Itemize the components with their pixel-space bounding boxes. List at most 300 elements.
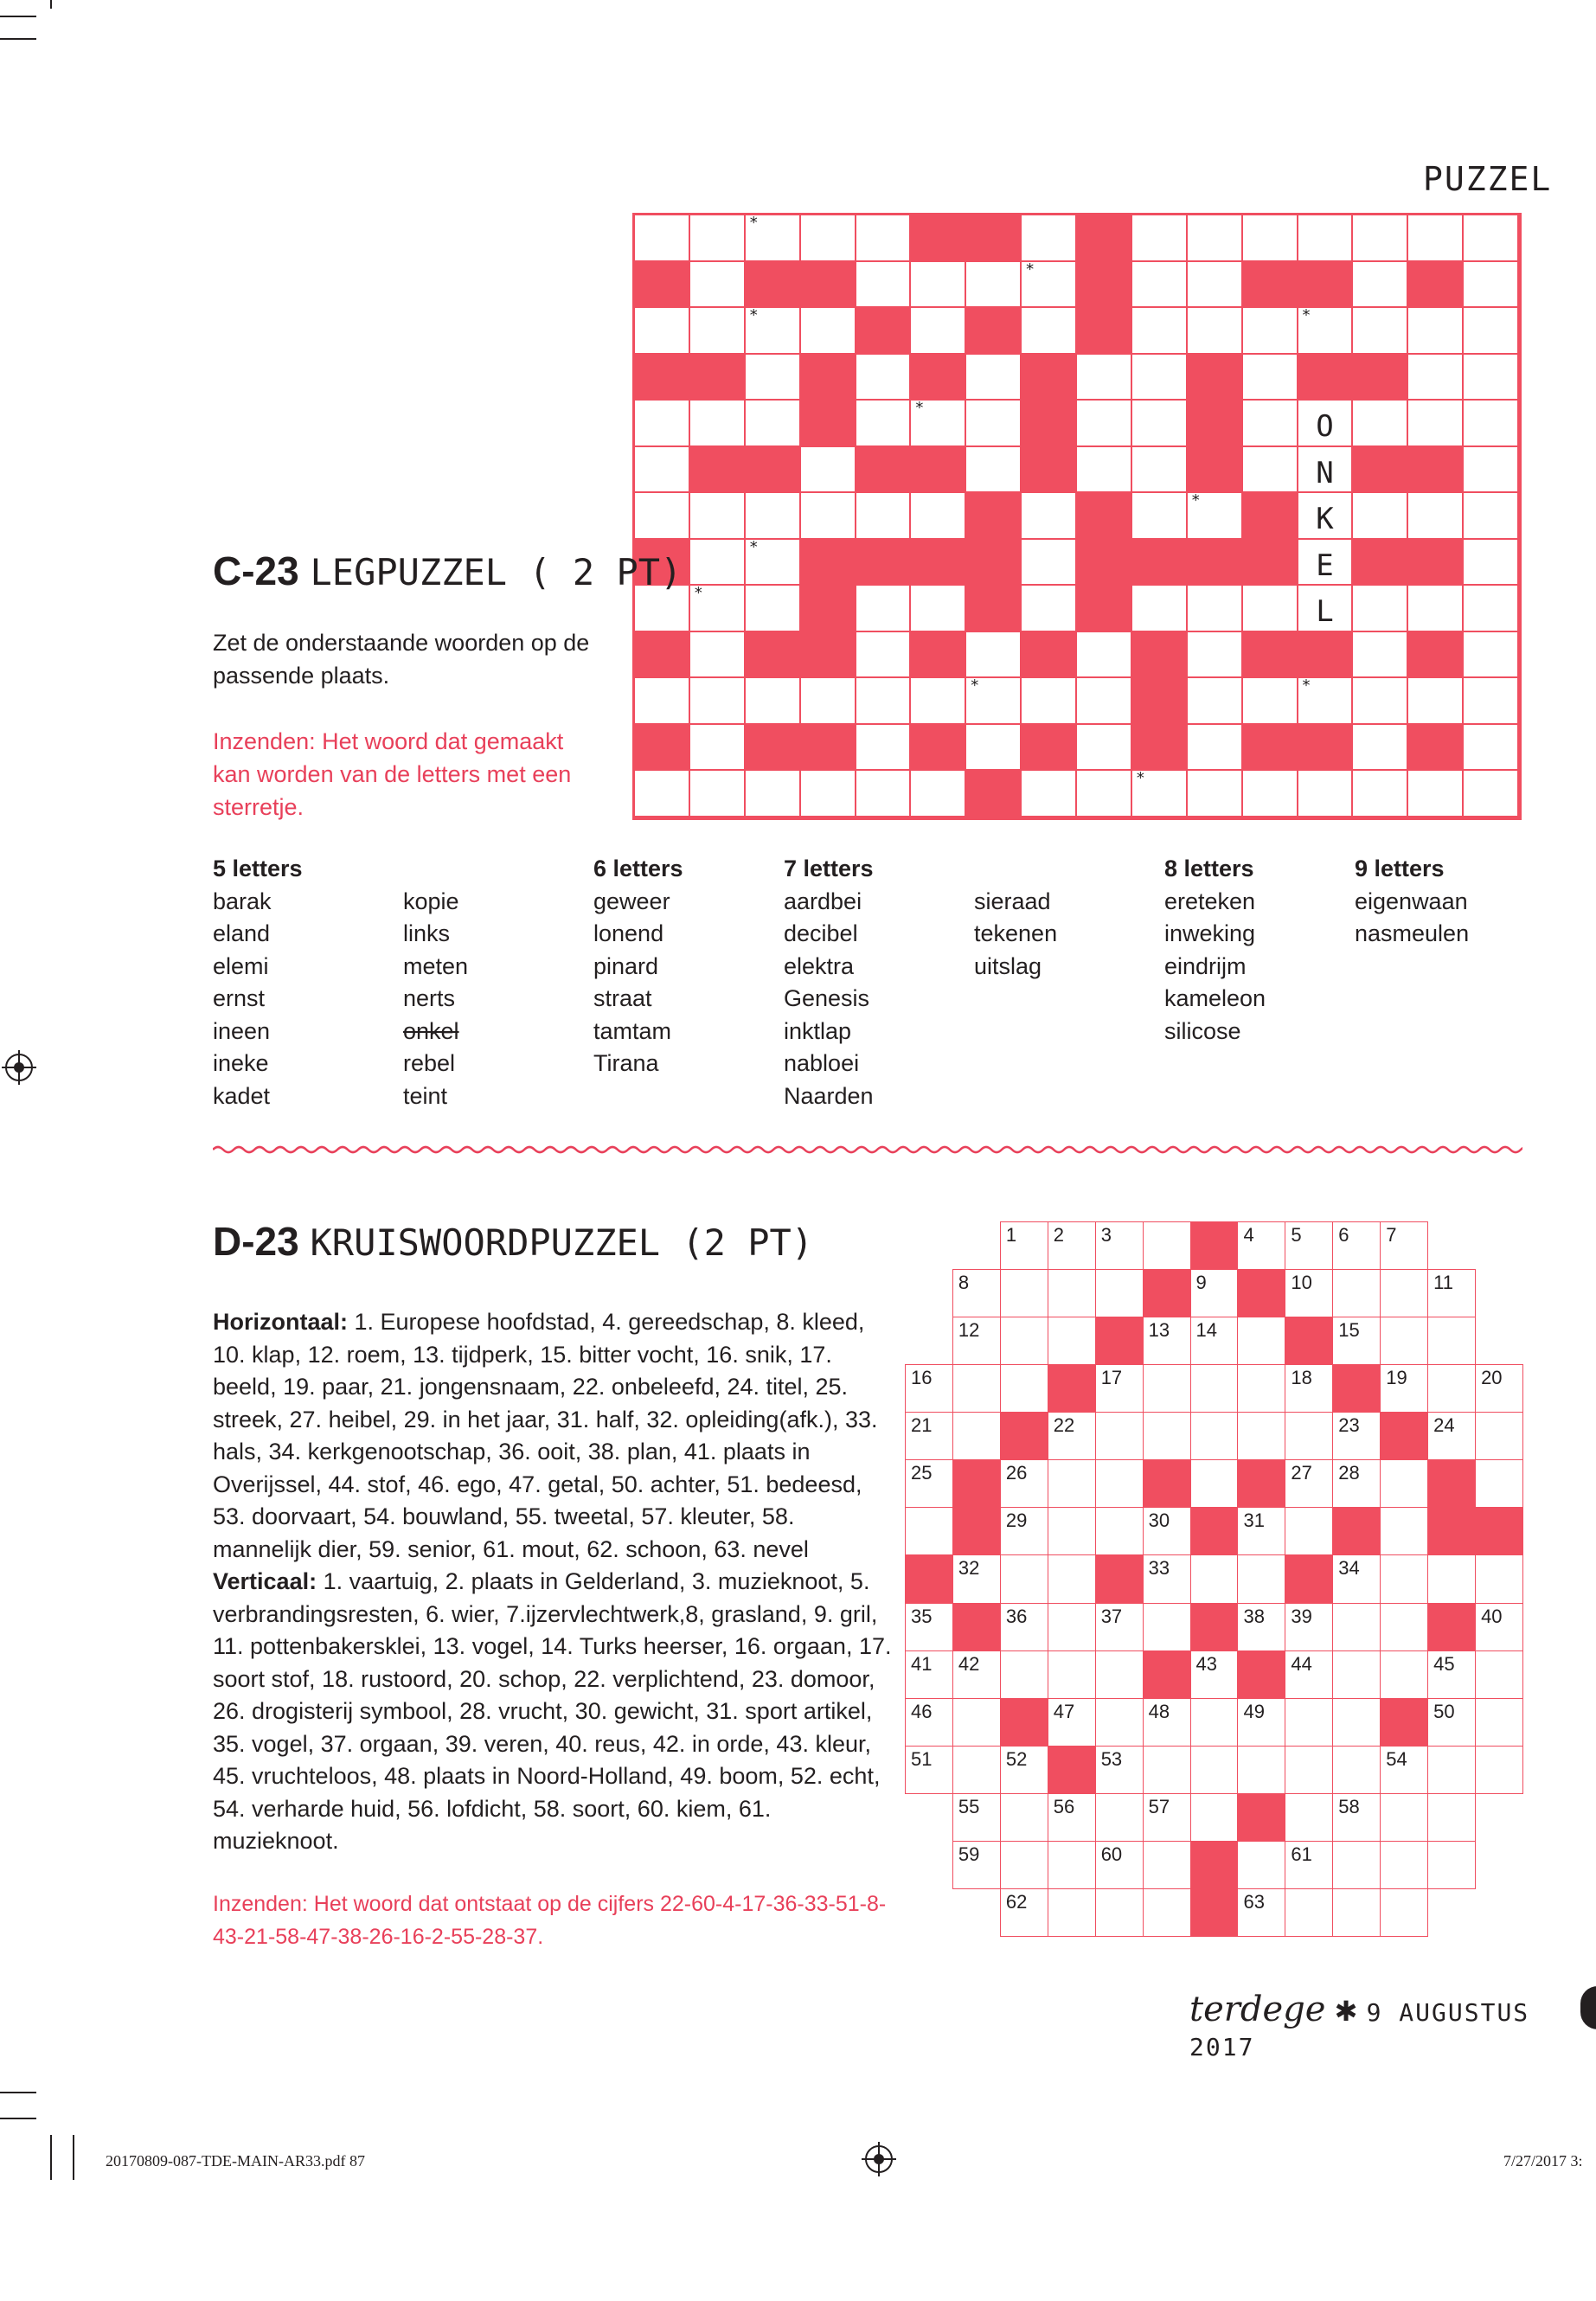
grid-cell[interactable] [1464,401,1517,445]
grid-cell[interactable] [856,262,910,307]
grid-cell[interactable] [1332,1554,1381,1603]
star-marker: * [915,399,924,418]
grid-cell[interactable] [905,1507,953,1555]
grid-cell[interactable] [1000,1317,1048,1365]
grid-cell[interactable] [1190,1269,1239,1317]
grid-cell[interactable] [1095,1841,1144,1889]
grid-cell[interactable] [1048,1554,1096,1603]
grid-cell[interactable] [966,401,1020,445]
grid-cell[interactable] [1132,355,1186,400]
grid-cell[interactable] [856,771,910,816]
grid-cell[interactable] [1048,1841,1096,1889]
grid-cell[interactable] [1237,1507,1285,1555]
grid-cell[interactable] [952,1412,1001,1460]
grid-cell[interactable] [966,632,1020,677]
grid-cell[interactable] [856,215,910,260]
grid-cell[interactable] [1464,355,1517,400]
grid-cell[interactable] [1048,1650,1096,1699]
grid-cell[interactable] [1380,1888,1428,1937]
grid-cell[interactable] [1475,1650,1523,1699]
grid-cell[interactable] [1095,1603,1144,1651]
grid-cell[interactable] [856,725,910,770]
grid-cell[interactable] [635,401,689,445]
grid-cell[interactable] [1237,1554,1285,1603]
grid-cell[interactable] [1427,1793,1476,1842]
grid-cell[interactable] [1427,1269,1476,1317]
grid-cell[interactable] [635,678,689,723]
grid-block [1077,262,1132,309]
grid-cell[interactable] [1464,262,1517,307]
grid-cell[interactable] [1332,1317,1381,1365]
grid-cell[interactable] [1237,1888,1285,1937]
grid-cell[interactable] [1143,1698,1191,1747]
grid-cell[interactable] [1048,1459,1096,1508]
grid-cell[interactable] [1332,1459,1381,1508]
grid-block [966,771,1022,817]
grid-cell[interactable] [1475,1364,1523,1413]
grid-cell[interactable] [952,1554,1001,1603]
grid-cell[interactable] [1000,1221,1048,1270]
grid-block [1298,262,1354,309]
grid-cell[interactable] [1285,1698,1333,1747]
grid-cell[interactable] [1022,678,1075,723]
grid-cell[interactable] [1475,1698,1523,1747]
grid-cell[interactable] [905,1650,953,1699]
grid-cell[interactable] [1048,1698,1096,1747]
grid-cell[interactable] [1285,1459,1333,1508]
grid-cell[interactable] [1427,1698,1476,1747]
grid-cell[interactable] [635,447,689,492]
grid-cell[interactable] [1243,771,1297,816]
grid-cell[interactable] [1132,401,1186,445]
grid-cell[interactable] [1237,1412,1285,1460]
grid-cell[interactable] [635,308,689,353]
grid-cell[interactable] [1188,493,1241,538]
grid-cell[interactable] [966,725,1020,770]
grid-cell[interactable] [1022,771,1075,816]
grid-cell[interactable] [1332,1888,1381,1937]
grid-cell[interactable] [1427,1650,1476,1699]
grid-cell[interactable] [1022,540,1075,585]
grid-cell[interactable] [1408,215,1462,260]
grid-cell[interactable] [1077,632,1131,677]
grid-cell[interactable] [1332,1221,1381,1270]
grid-cell[interactable] [746,401,799,445]
grid-cell[interactable] [1143,1317,1191,1365]
grid-cell[interactable] [690,725,744,770]
clue-number: 56 [1053,1795,1075,1817]
grid-cell[interactable] [690,632,744,677]
grid-cell[interactable] [1190,1364,1239,1413]
grid-cell[interactable] [1427,1841,1476,1889]
grid-cell[interactable] [911,678,965,723]
grid-cell[interactable] [1332,1412,1381,1460]
grid-cell[interactable] [1000,1650,1048,1699]
grid-cell[interactable] [746,537,799,585]
grid-cell[interactable] [1380,1317,1428,1365]
grid-cell[interactable] [1143,1412,1191,1460]
grid-cell[interactable] [1132,262,1186,307]
grid-cell[interactable] [1285,1841,1333,1889]
grid-cell[interactable] [690,401,744,445]
horizontal-label: Horizontaal: [213,1309,349,1335]
grid-cell[interactable] [1464,493,1517,538]
grid-cell[interactable] [1353,632,1407,677]
grid-cell[interactable] [1143,1507,1191,1555]
grid-cell[interactable] [966,262,1020,307]
grid-cell[interactable] [746,586,799,631]
grid-cell[interactable] [1408,678,1462,723]
grid-block [911,725,966,772]
grid-cell[interactable] [1427,1364,1476,1413]
grid-cell[interactable] [1095,1888,1144,1937]
grid-cell[interactable] [746,678,799,723]
grid-cell[interactable] [1237,1698,1285,1747]
grid-cell[interactable] [1353,771,1407,816]
grid-cell[interactable] [1022,493,1075,538]
grid-cell[interactable] [1132,771,1186,816]
grid-cell[interactable] [746,215,799,260]
grid-cell[interactable] [1143,1746,1191,1794]
grid-cell[interactable] [1190,1793,1239,1842]
grid-cell[interactable] [1190,1746,1239,1794]
grid-cell[interactable] [1298,493,1352,538]
grid-cell[interactable] [1298,401,1352,445]
grid-cell[interactable] [1464,632,1517,677]
grid-cell[interactable] [1408,401,1462,445]
grid-cell[interactable] [1000,1269,1048,1317]
grid-cell[interactable] [1237,1746,1285,1794]
grid-cell[interactable] [1353,586,1407,631]
grid-cell[interactable] [1298,586,1352,631]
grid-cell[interactable] [1332,1841,1381,1889]
grid-cell[interactable] [1380,1650,1428,1699]
grid-cell[interactable] [1022,308,1075,353]
grid-cell[interactable] [1143,1841,1191,1889]
grid-cell[interactable] [856,632,910,677]
grid-cell[interactable] [856,355,910,400]
grid-cell[interactable] [1190,1650,1239,1699]
grid-cell[interactable] [1408,308,1462,353]
grid-cell[interactable] [1132,308,1186,353]
grid-cell[interactable] [1132,215,1186,260]
grid-cell[interactable] [1243,401,1297,445]
grid-cell[interactable] [911,586,965,631]
grid-cell[interactable] [1143,1793,1191,1842]
grid-cell[interactable] [966,678,1020,723]
grid-cell[interactable] [952,1364,1001,1413]
grid-cell[interactable] [1353,401,1407,445]
grid-cell[interactable] [1285,1507,1333,1555]
grid-cell[interactable] [1285,1269,1333,1317]
star-marker: * [1302,676,1311,695]
grid-cell[interactable] [911,262,965,307]
grid-cell[interactable] [1285,1793,1333,1842]
grid-cell[interactable] [952,1746,1001,1794]
grid-cell[interactable] [690,678,744,723]
grid-cell[interactable] [1475,1554,1523,1603]
grid-cell[interactable] [1332,1269,1381,1317]
grid-cell[interactable] [1000,1364,1048,1413]
grid-cell[interactable] [1237,1317,1285,1365]
grid-cell[interactable] [1380,1841,1428,1889]
grid-cell[interactable] [905,1603,953,1651]
grid-cell[interactable] [1095,1412,1144,1460]
grid-cell[interactable] [1243,586,1297,631]
grid-cell[interactable] [952,1841,1001,1889]
grid-cell[interactable] [1380,1364,1428,1413]
grid-cell[interactable] [1237,1841,1285,1889]
grid-cell[interactable] [1190,1459,1239,1508]
grid-cell[interactable] [1022,586,1075,631]
grid-cell[interactable] [1000,1554,1048,1603]
grid-cell[interactable] [1464,215,1517,260]
grid-cell[interactable] [1332,1603,1381,1651]
grid-cell[interactable] [1427,1746,1476,1794]
grid-cell[interactable] [1022,262,1075,307]
grid-cell[interactable] [1237,1603,1285,1651]
grid-cell[interactable] [1095,1698,1144,1747]
grid-cell[interactable] [690,308,744,353]
grid-cell[interactable] [1077,725,1131,770]
grid-cell[interactable] [1243,215,1297,260]
grid-cell[interactable] [1188,678,1241,723]
grid-cell[interactable] [1077,401,1131,445]
grid-cell[interactable] [952,1317,1001,1365]
grid-cell[interactable] [690,586,744,631]
grid-cell[interactable] [1408,493,1462,538]
grid-cell[interactable] [1022,215,1075,260]
grid-cell[interactable] [1000,1841,1048,1889]
grid-cell[interactable] [1000,1888,1048,1937]
grid-cell[interactable] [1095,1459,1144,1508]
grid-cell[interactable] [1427,1317,1476,1365]
grid-cell[interactable] [1475,1412,1523,1460]
clue-number: 12 [958,1319,980,1342]
grid-cell[interactable] [1143,1554,1191,1603]
grid-cell[interactable] [1427,1554,1476,1603]
grid-cell[interactable] [746,771,799,816]
grid-cell[interactable] [1048,1412,1096,1460]
grid-cell[interactable] [1237,1221,1285,1270]
grid-cell[interactable] [1188,725,1241,770]
grid-cell[interactable] [1298,308,1352,353]
grid-cell[interactable] [1000,1459,1048,1508]
grid-cell[interactable] [1285,1746,1333,1794]
grid-cell[interactable] [856,678,910,723]
grid-cell[interactable] [746,493,799,538]
grid-cell[interactable] [952,1698,1001,1747]
grid-cell[interactable] [1464,771,1517,816]
grid-cell[interactable] [966,447,1020,492]
grid-cell[interactable] [801,308,855,353]
grid-cell[interactable] [1132,447,1186,492]
grid-cell[interactable] [690,493,744,538]
grid-cell[interactable] [1353,215,1407,260]
word-list-8 [1164,853,1266,1048]
clue-number: 63 [1243,1890,1265,1913]
grid-cell[interactable] [905,1746,953,1794]
grid-cell[interactable] [1464,678,1517,723]
grid-cell[interactable] [1190,1698,1239,1747]
grid-cell[interactable] [1298,678,1352,723]
grid-cell[interactable] [1048,1221,1096,1270]
grid-cell[interactable] [1285,1650,1333,1699]
grid-cell[interactable] [1332,1793,1381,1842]
grid-cell[interactable] [1132,493,1186,538]
grid-cell[interactable] [911,771,965,816]
grid-cell[interactable] [746,308,799,353]
grid-cell[interactable] [1095,1507,1144,1555]
grid-cell[interactable] [1475,1459,1523,1508]
grid-cell[interactable] [1380,1554,1428,1603]
grid-cell[interactable] [1298,540,1352,585]
grid-cell[interactable] [1143,1888,1191,1937]
grid-cell[interactable] [635,215,689,260]
grid-cell[interactable] [801,771,855,816]
grid-cell[interactable] [635,493,689,538]
grid-cell[interactable] [1464,586,1517,631]
grid-cell[interactable] [1048,1317,1096,1365]
grid-cell[interactable] [1000,1507,1048,1555]
grid-block [1188,540,1243,586]
grid-cell[interactable] [1332,1698,1381,1747]
grid-cell[interactable] [1285,1364,1333,1413]
star-marker: * [749,306,758,325]
grid-cell[interactable] [856,493,910,538]
grid-cell[interactable] [1380,1746,1428,1794]
grid-cell[interactable] [1095,1650,1144,1699]
grid-cell[interactable] [801,447,855,492]
grid-cell[interactable] [1243,308,1297,353]
grid-cell[interactable] [1048,1793,1096,1842]
grid-cell[interactable] [635,771,689,816]
grid-cell[interactable] [1188,308,1241,353]
grid-cell[interactable] [1048,1507,1096,1555]
grid-cell[interactable] [801,678,855,723]
grid-cell[interactable] [1380,1459,1428,1508]
grid-cell[interactable] [1298,215,1352,260]
grid-cell[interactable] [1353,262,1407,307]
grid-block [1237,1459,1285,1508]
grid-cell[interactable] [1077,447,1131,492]
grid-cell[interactable] [1095,1364,1144,1413]
grid-cell[interactable] [1188,262,1241,307]
grid-cell[interactable] [1380,1793,1428,1842]
grid-cell[interactable] [690,215,744,260]
grid-cell[interactable] [1000,1793,1048,1842]
grid-cell[interactable] [1380,1221,1428,1270]
grid-cell[interactable] [1353,725,1407,770]
grid-cell[interactable] [1143,1221,1191,1270]
grid-cell[interactable] [1188,215,1241,260]
grid-cell[interactable] [1048,1603,1096,1651]
grid-cell[interactable] [1298,447,1352,492]
grid-cell[interactable] [1285,1221,1333,1270]
grid-cell[interactable] [1353,493,1407,538]
grid-cell[interactable] [1380,1507,1428,1555]
grid-cell[interactable] [905,1412,953,1460]
grid-cell[interactable] [1408,586,1462,631]
grid-cell[interactable] [856,401,910,445]
grid-cell[interactable] [1243,355,1297,400]
grid-cell[interactable] [966,355,1020,400]
grid-cell[interactable] [905,1364,953,1413]
grid-cell[interactable] [1332,1650,1381,1699]
grid-cell[interactable] [690,771,744,816]
grid-cell[interactable] [690,262,744,307]
grid-cell[interactable] [1143,1364,1191,1413]
grid-cell[interactable] [911,308,965,353]
grid-cell[interactable] [1077,771,1131,816]
grid-cell[interactable] [1298,771,1352,816]
grid-cell[interactable] [746,355,799,400]
grid-cell[interactable] [1188,632,1241,677]
grid-cell[interactable] [1285,1412,1333,1460]
grid-cell[interactable] [1243,678,1297,723]
grid-cell[interactable] [1048,1269,1096,1317]
grid-cell[interactable] [1095,1221,1144,1270]
grid-cell[interactable] [801,493,855,538]
grid-cell[interactable] [1095,1793,1144,1842]
grid-cell[interactable] [952,1269,1001,1317]
clue-number: 20 [1481,1367,1503,1389]
grid-cell[interactable] [1095,1746,1144,1794]
grid-cell[interactable] [1285,1888,1333,1937]
grid-cell[interactable] [1464,540,1517,585]
grid-cell[interactable] [1475,1746,1523,1794]
grid-cell[interactable] [1188,586,1241,631]
grid-cell[interactable] [1464,725,1517,770]
grid-cell[interactable] [1188,771,1241,816]
grid-cell[interactable] [801,215,855,260]
grid-cell[interactable] [856,586,910,631]
grid-cell[interactable] [1143,1603,1191,1651]
grid-cell[interactable] [1190,1412,1239,1460]
grid-cell[interactable] [1190,1554,1239,1603]
grid-cell[interactable] [1190,1317,1239,1365]
grid-cell[interactable] [690,540,744,585]
grid-cell[interactable] [1408,355,1462,400]
grid-cell[interactable] [1380,1269,1428,1317]
grid-cell[interactable] [911,401,965,445]
grid-cell[interactable] [952,1793,1001,1842]
grid-cell[interactable] [1332,1746,1381,1794]
grid-cell[interactable] [1475,1603,1523,1651]
grid-cell[interactable] [1353,678,1407,723]
grid-cell[interactable] [1048,1888,1096,1937]
grid-cell[interactable] [1077,355,1131,400]
grid-cell[interactable] [1000,1746,1048,1794]
grid-cell[interactable] [1427,1412,1476,1460]
grid-cell[interactable] [1243,447,1297,492]
grid-cell[interactable] [1237,1364,1285,1413]
grid-cell[interactable] [1285,1603,1333,1651]
grid-cell[interactable] [911,493,965,538]
grid-cell[interactable] [905,1698,953,1747]
grid-cell[interactable] [1353,308,1407,353]
grid-cell[interactable] [1408,771,1462,816]
grid-cell[interactable] [905,1459,953,1508]
grid-cell[interactable] [1464,447,1517,492]
grid-cell[interactable] [1464,308,1517,353]
grid-cell[interactable] [1077,678,1131,723]
grid-cell[interactable] [952,1650,1001,1699]
grid-cell[interactable] [1095,1269,1144,1317]
grid-cell[interactable] [1380,1603,1428,1651]
grid-cell[interactable] [1000,1603,1048,1651]
grid-cell[interactable] [1132,586,1186,631]
